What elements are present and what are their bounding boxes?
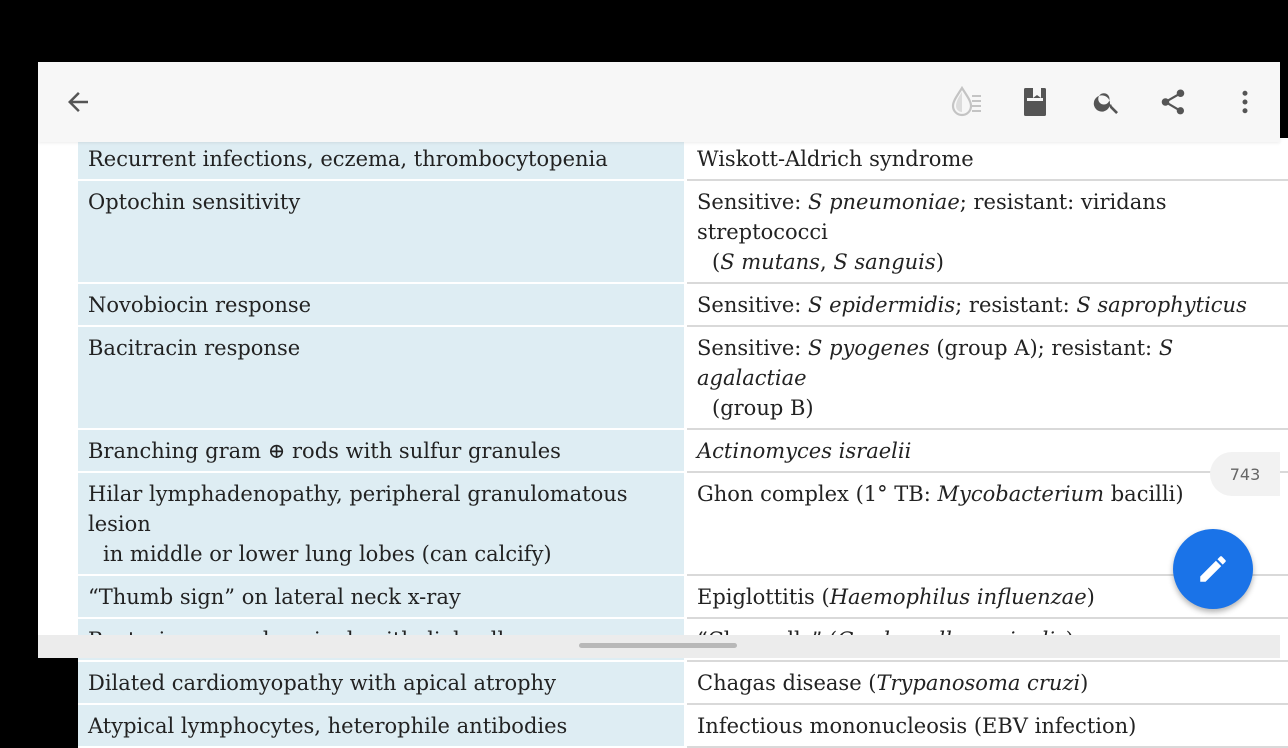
back-arrow-icon <box>63 87 93 117</box>
page-number: 743 <box>1230 465 1261 484</box>
clue-cell: “Thumb sign” on lateral neck x-ray <box>78 575 686 618</box>
answer-cell: Sensitive: S pneumoniae; resistant: viridans streptococci (S mutans, S sanguis) <box>686 180 1288 283</box>
share-icon <box>1158 87 1188 117</box>
table-row <box>78 326 1288 429</box>
table-row <box>78 180 1288 283</box>
table-row <box>78 429 1288 472</box>
page-number-badge <box>1210 452 1280 496</box>
clue-cell: Hilar lymphadenopathy, peripheral granulomatous lesion in middle or lower lung lobes (can calcify) <box>78 472 686 575</box>
clue-cell: Recurrent infections, eczema, thrombocytopenia <box>78 138 686 180</box>
night-reading-icon <box>948 84 984 120</box>
pencil-icon <box>1196 552 1230 586</box>
answer-cell: Epiglottitis (Haemophilus influenzae) <box>686 575 1288 618</box>
answer-cell: Actinomyces israelii <box>686 429 1288 472</box>
clue-cell: Atypical lymphocytes, heterophile antibodies <box>78 704 686 747</box>
answer-cell: Chagas disease (Trypanosoma cruzi) <box>686 661 1288 704</box>
search-icon <box>1092 87 1122 117</box>
bottom-bar <box>38 635 1280 658</box>
clue-cell: Optochin sensitivity <box>78 180 686 283</box>
more-vert-icon <box>1230 87 1260 117</box>
answer-cell: Ghon complex (1° TB: Mycobacterium bacilli) <box>686 472 1288 575</box>
table-row <box>78 138 1288 180</box>
answer-cell: Sensitive: S epidermidis; resistant: S saprophyticus <box>686 283 1288 326</box>
answer-cell: Sensitive: S pyogenes (group A); resistant: S agalactiae (group B) <box>686 326 1288 429</box>
table-row <box>78 472 1288 575</box>
reader-window <box>38 62 1280 658</box>
share-button[interactable] <box>1155 84 1191 120</box>
bookmark-icon <box>1021 86 1051 118</box>
table-row <box>78 575 1288 618</box>
table-row <box>78 704 1288 747</box>
more-options-button[interactable] <box>1227 84 1263 120</box>
clue-cell: Novobiocin response <box>78 283 686 326</box>
page-content[interactable] <box>38 142 1280 635</box>
table-row <box>78 283 1288 326</box>
bookmark-button[interactable] <box>1018 84 1054 120</box>
top-toolbar <box>38 62 1280 142</box>
clue-cell: Branching gram ⊕ rods with sulfur granules <box>78 429 686 472</box>
night-reading-button[interactable] <box>948 84 984 120</box>
table-row <box>78 661 1288 704</box>
answer-cell: Infectious mononucleosis (EBV infection) <box>686 704 1288 747</box>
clue-cell: Dilated cardiomyopathy with apical atrophy <box>78 661 686 704</box>
annotate-fab-button[interactable] <box>1173 529 1253 609</box>
clue-cell: Bacitracin response <box>78 326 686 429</box>
back-button[interactable] <box>60 84 96 120</box>
scroll-handle[interactable] <box>579 643 737 648</box>
search-button[interactable] <box>1089 84 1125 120</box>
answer-cell: Wiskott-Aldrich syndrome <box>686 138 1288 180</box>
